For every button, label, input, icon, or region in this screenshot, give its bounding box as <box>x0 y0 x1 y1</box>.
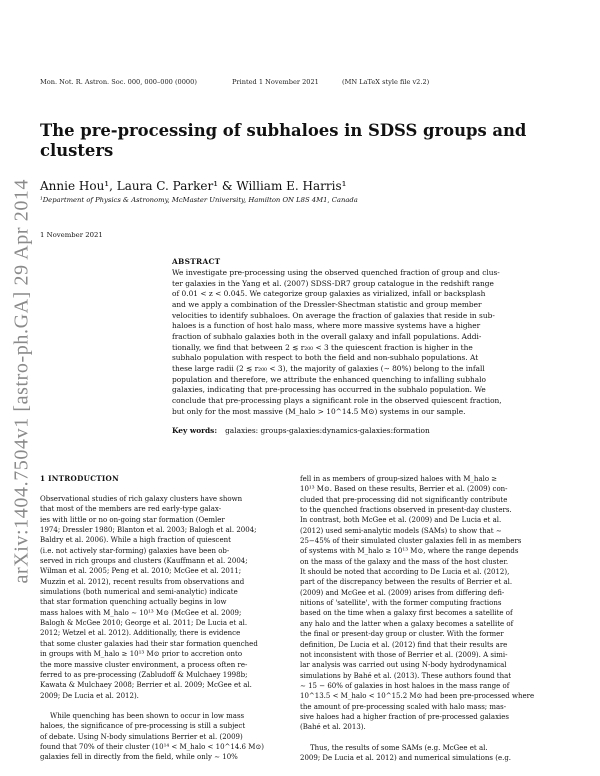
body-line: based on the time when a galaxy first becomes a satellite of <box>300 609 513 618</box>
left-column <box>40 494 305 763</box>
body-line: (2012) used semi-analytic models (SAMs) to show that ∼ <box>300 526 502 535</box>
author-list: Annie Hou¹, Laura C. Parker¹ & William E. Harris¹ <box>40 179 347 193</box>
body-line: Balogh & McGee 2010; George et al. 2011; De Lucia et al. <box>40 619 248 628</box>
body-line: Kawata & Mulchaey 2008; Berrier et al. 2009; McGee et al. <box>40 681 252 690</box>
journal-header: Mon. Not. R. Astron. Soc. 000, 000–000 (0000) <box>40 78 197 86</box>
body-line: Thus, the results of some SAMs (e.g. McGee et al. <box>310 743 488 752</box>
body-line: on the mass of the galaxy and the mass of the host cluster. <box>300 557 509 566</box>
affiliation: ¹Department of Physics & Astronomy, McMaster University, Hamilton ON L8S 4M1, Canada <box>40 196 358 204</box>
body-line: in groups with M_halo ≥ 10¹³ M⊙ prior to accretion onto <box>40 650 243 659</box>
body-line: It should be noted that according to De Lucia et al. (2012), <box>300 568 510 577</box>
body-line: not inconsistent with those of Berrier et al. (2009). A simi- <box>300 650 508 659</box>
body-line: to the quenched fractions observed in present-day clusters. <box>300 506 512 515</box>
abstract-line: of 0.01 < z < 0.045. We categorize group galaxies as virialized, infall or backsplash <box>172 289 486 299</box>
body-line: simulations (both numerical and semi-analytic) indicate <box>40 588 238 597</box>
style-file: (MN LaTeX style file v2.2) <box>342 78 430 86</box>
body-line: nitions of 'satellite', with the former computing fractions <box>300 599 502 608</box>
right-column <box>300 474 565 763</box>
abstract-heading: ABSTRACT <box>172 257 221 266</box>
keywords-text: galaxies: groups-galaxies:dynamics-galaxies:formation <box>225 426 430 435</box>
abstract-line: and we apply a combination of the Dressler-Shectman statistic and group member <box>172 299 482 309</box>
date-line: 1 November 2021 <box>40 231 103 239</box>
body-line: sive haloes had a higher fraction of pre-processed galaxies <box>300 712 510 721</box>
body-line: galaxies fell in directly from the field, while only ∼ 10% <box>40 753 238 762</box>
body-line: mass haloes with M_halo ∼ 10¹³ M⊙ (McGee et al. 2009; <box>40 608 242 617</box>
abstract-line: fraction of subhalo galaxies both in the overall galaxy and infall populations. Addi- <box>172 331 482 341</box>
keywords <box>172 426 430 435</box>
body-line: 10¹³ M⊙. Based on these results, Berrier et al. (2009) con- <box>300 485 508 494</box>
section-heading: 1 INTRODUCTION <box>40 474 119 483</box>
body-line: that star formation quenching actually begins in low <box>40 598 227 607</box>
body-line: any halo and the latter when a galaxy becomes a satellite of <box>300 619 514 628</box>
body-line: While quenching has been shown to occur in low mass <box>50 711 245 720</box>
body-line: of debate. Using N-body simulations Berrier et al. (2009) <box>40 732 243 741</box>
body-line: ferred to as pre-processing (Zabludoff & Mulchaey 1998b; <box>40 670 248 679</box>
body-line: 2012; Wetzel et al. 2012). Additionally, there is evidence <box>40 629 241 638</box>
abstract-line: tionally, we find that between 2 ≲ r₂₀₀ < 3 the quiescent fraction is higher in the <box>172 342 473 352</box>
body-line: Wilman et al. 2005; Peng et al. 2010; McGee et al. 2011; <box>40 567 242 576</box>
body-line: In contrast, both McGee et al. (2009) and De Lucia et al. <box>300 516 502 525</box>
body-line: served in rich groups and clusters (Kauffmann et al. 2004; <box>40 557 248 566</box>
body-line: haloes, the significance of pre-processing is still a subject <box>40 722 246 731</box>
abstract-line: population and therefore, we attribute the enhanced quenching to infalling subhalo <box>172 374 486 384</box>
body-line: ∼ 15 − 60% of galaxies in host haloes in the mass range of <box>300 681 510 690</box>
keywords-label: Key words: <box>172 426 218 435</box>
body-line: lar analysis was carried out using N-body hydrodynamical <box>300 661 507 670</box>
body-line: simulations by Bahé et al. (2013). These authors found that <box>300 671 512 680</box>
body-line: that most of the members are red early-type galax- <box>40 505 222 514</box>
abstract-line: but only for the most massive (M_halo > 10^14.5 M⊙) systems in our sample. <box>172 406 466 416</box>
title-line-2: clusters <box>40 141 114 160</box>
body-line: (i.e. not actively star-forming) galaxies have been ob- <box>40 546 230 555</box>
abstract-line: We investigate pre-processing using the observed quenched fraction of group and clus- <box>172 268 500 277</box>
body-line: (Bahé et al. 2013). <box>300 723 366 732</box>
abstract-body <box>172 268 562 417</box>
abstract-line: haloes is a function of host halo mass, where more massive systems have a higher <box>172 321 481 331</box>
body-line: found that 70% of their cluster (10¹⁴ < M_halo < 10^14.6 M⊙) <box>40 742 264 751</box>
body-line: 1974; Dressler 1980; Blanton et al. 2003; Balogh et al. 2004; <box>40 526 257 535</box>
abstract-line: conclude that pre-processing plays a significant role in the observed quiescent fraction, <box>172 395 502 405</box>
body-line: (2009) and McGee et al. (2009) arises from differing defi- <box>300 588 505 597</box>
abstract-line: velocities to identify subhaloes. On average the fraction of galaxies that reside in sub- <box>172 310 495 320</box>
body-line: part of the discrepancy between the results of Berrier et al. <box>300 578 513 587</box>
body-line: of systems with M_halo ≥ 10¹³ M⊙, where the range depends <box>300 547 519 556</box>
body-line: the final or present-day group or cluster. With the former <box>300 630 504 639</box>
abstract-line: subhalo population with respect to both the field and non-subhalo populations. At <box>172 353 479 363</box>
body-line: 2009; De Lucia et al. 2012) and numerical simulations (e.g. <box>300 753 512 762</box>
body-line: Muzzin et al. 2012), recent results from observations and <box>40 577 245 586</box>
body-line: the amount of pre-processing scaled with halo mass; mas- <box>300 702 507 711</box>
body-line: Observational studies of rich galaxy clusters have shown <box>40 495 243 503</box>
body-line: fell in as members of group-sized haloes with M_halo ≥ <box>300 475 498 483</box>
abstract-line: galaxies, indicating that pre-processing has occurred in the subhalo population. We <box>172 385 486 395</box>
abstract-line: ter galaxies in the Yang et al. (2007) SDSS-DR7 group catalogue in the redshift range <box>172 278 494 288</box>
body-line: definition, De Lucia et al. (2012) find that their results are <box>300 640 508 649</box>
body-line: the more massive cluster environment, a process often re- <box>40 660 248 669</box>
body-line: cluded that pre-processing did not significantly contribute <box>300 495 508 504</box>
paper-title <box>40 121 560 161</box>
arxiv-identifier: arXiv:1404.7504v1 [astro-ph.GA] 29 Apr 2014 <box>10 178 33 584</box>
body-line: ies with little or no on-going star formation (Oemler <box>40 515 225 524</box>
body-line: 10^13.5 < M_halo < 10^15.2 M⊙ had been pre-processed where <box>300 692 535 701</box>
title-line-1: The pre-processing of subhaloes in SDSS groups and <box>40 121 527 140</box>
abstract-line: these large radii (2 ≲ r₂₀₀ < 3), the majority of galaxies (∼ 80%) belong to the infall <box>172 363 485 373</box>
printed-date: Printed 1 November 2021 <box>232 78 319 86</box>
body-line: Baldry et al. 2006). While a high fraction of quiescent <box>40 536 231 545</box>
body-line: 2009; De Lucia et al. 2012). <box>40 691 139 700</box>
body-line: that some cluster galaxies had their star formation quenched <box>40 639 258 648</box>
body-line: 25−45% of their simulated cluster galaxies fell in as members <box>300 537 522 546</box>
